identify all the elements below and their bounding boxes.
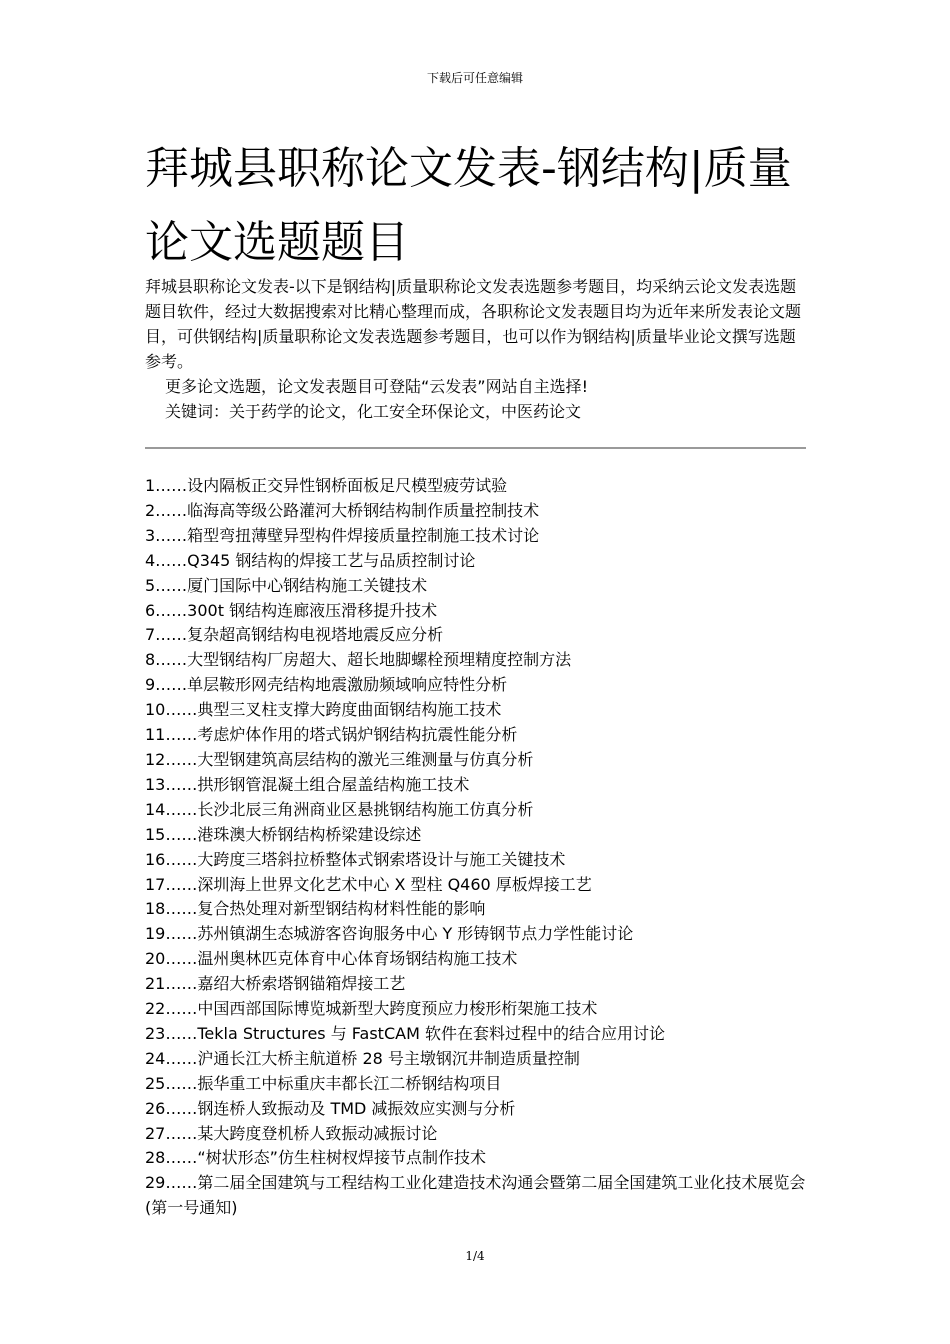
- topic-item: 16……大跨度三塔斜拉桥整体式钢索塔设计与施工关键技术: [145, 849, 566, 869]
- topic-item: 14……长沙北辰三角洲商业区悬挑钢结构施工仿真分析: [145, 799, 534, 819]
- intro-paragraph: 拜城县职称论文发表-以下是钢结构|质量职称论文发表选题参考题目，均采纳云论文发表选题题目软件，经过大数据搜索对比精心整理而成，各职称论文发表题目均为近年来所发表论文题目，可供钢结构|质量职称论文发表选题参考题目，也可以作为钢结构|质量毕业论文撰写选题参考。: [145, 277, 802, 371]
- topic-item: 1……设内隔板正交异性钢桥面板足尺模型疲劳试验: [145, 476, 508, 495]
- topic-item: 20……温州奥林匹克体育中心体育场钢结构施工技术: [145, 949, 518, 969]
- topic-item: 21……嘉绍大桥索塔钢锚箱焊接工艺: [145, 974, 406, 994]
- topic-item: 24……沪通长江大桥主航道桥 28 号主墩钢沉井制造质量控制: [145, 1048, 580, 1068]
- topic-item: 25……振华重工中标重庆丰都长江二桥钢结构项目: [145, 1073, 502, 1093]
- topic-item: 2……临海高等级公路灌河大桥钢结构制作质量控制技术: [145, 500, 540, 520]
- topic-item: 9……单层鞍形网壳结构地震激励频域响应特性分析: [145, 675, 508, 695]
- topic-item: 12……大型钢建筑高层结构的激光三维测量与仿真分析: [145, 749, 534, 769]
- topic-list: [145, 474, 809, 1221]
- topic-item: 22……中国西部国际博览城新型大跨度预应力梭形桁架施工技术: [145, 999, 598, 1019]
- topic-item: 7……复杂超高钢结构电视塔地震反应分析: [145, 625, 444, 645]
- page-number: 1/4: [465, 1249, 485, 1263]
- topic-item: 19……苏州镇湖生态城游客咨询服务中心 Y 形铸钢节点力学性能讨论: [145, 924, 634, 944]
- topic-item: 27……某大跨度登机桥人致振动减振讨论: [145, 1123, 438, 1143]
- topic-item: 6……300t 钢结构连廊液压滑移提升技术: [145, 600, 438, 620]
- topic-item: 4……Q345 钢结构的焊接工艺与品质控制讨论: [145, 550, 476, 570]
- topic-item: 5……厦门国际中心钢结构施工关键技术: [145, 575, 428, 595]
- document-title: 拜城县职称论文发表-钢结构|质量论文选题题目: [145, 143, 792, 268]
- topic-item: 11……考虑炉体作用的塔式锅炉钢结构抗震性能分析: [145, 725, 518, 745]
- topic-item: 13……拱形钢管混凝土组合屋盖结构施工技术: [145, 774, 470, 794]
- more-topics-line: 更多论文选题，论文发表题目可登陆“云发表”网站自主选择!: [165, 377, 588, 396]
- keywords-line: 关键词：关于药学的论文，化工安全环保论文，中医药论文: [165, 402, 582, 421]
- header-note: 下载后可任意编辑: [426, 71, 523, 85]
- section-divider: [145, 447, 806, 449]
- topic-item: 28……“树状形态”仿生柱树杈焊接节点制作技术: [145, 1148, 486, 1168]
- topic-item: 26……钢连桥人致振动及 TMD 减振效应实测与分析: [145, 1098, 516, 1118]
- topic-item: 15……港珠澳大桥钢结构桥梁建设综述: [145, 824, 422, 844]
- topic-item: 23……Tekla Structures 与 FastCAM 软件在套料过程中的结合应用讨论: [145, 1023, 665, 1043]
- topic-item: 29……第二届全国建筑与工程结构工业化建造技术沟通会暨第二届全国建筑工业化技术展览会(第一号通知): [145, 1173, 806, 1218]
- topic-item: 8……大型钢结构厂房超大、超长地脚螺栓预埋精度控制方法: [145, 650, 572, 670]
- topic-item: 18……复合热处理对新型钢结构材料性能的影响: [145, 899, 486, 919]
- topic-item: 3……箱型弯扭薄壁异型构件焊接质量控制施工技术讨论: [145, 525, 540, 545]
- topic-item: 17……深圳海上世界文化艺术中心 X 型柱 Q460 厚板焊接工艺: [145, 874, 592, 894]
- topic-item: 10……典型三叉柱支撑大跨度曲面钢结构施工技术: [145, 700, 502, 720]
